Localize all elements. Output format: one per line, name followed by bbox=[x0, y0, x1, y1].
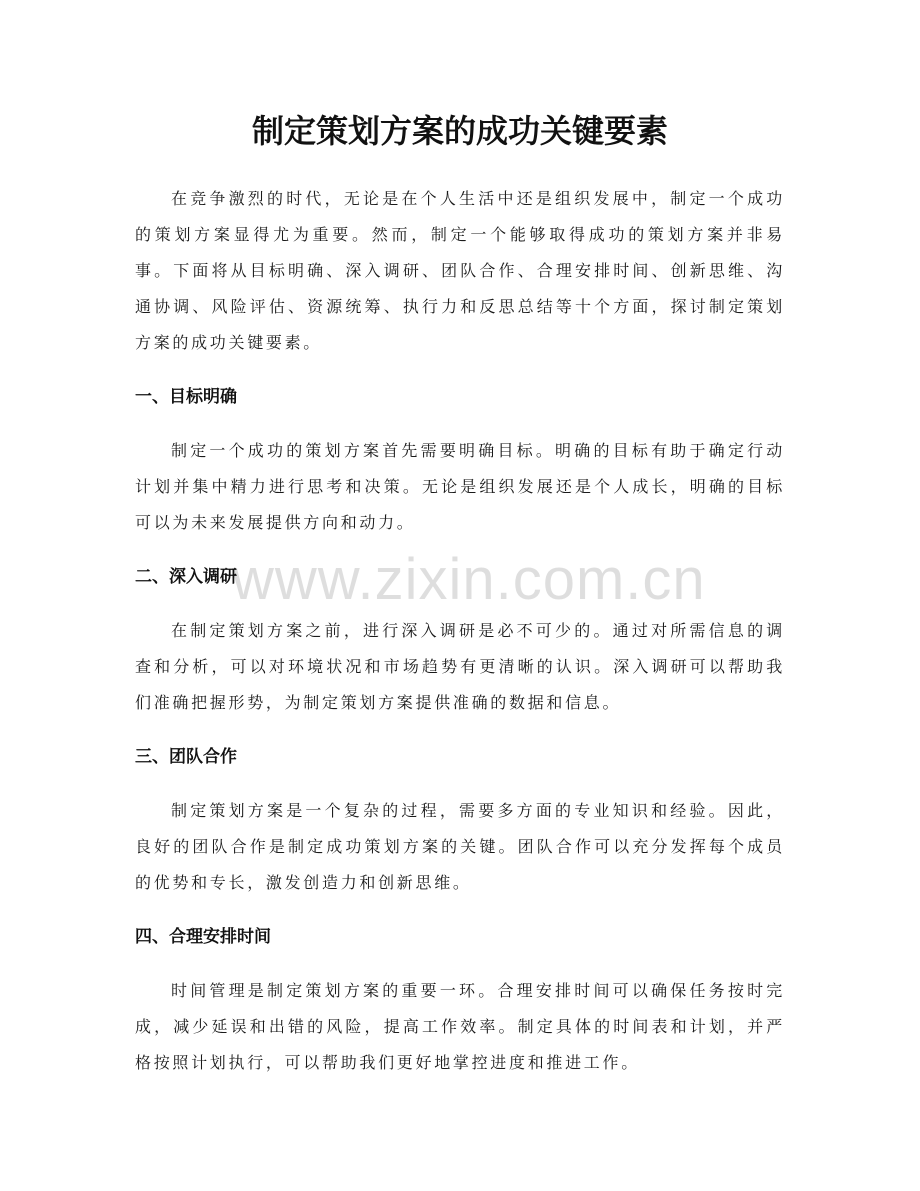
spacer bbox=[135, 721, 785, 739]
section-body-teamwork: 制定策划方案是一个复杂的过程，需要多方面的专业知识和经验。因此，良好的团队合作是制定成功策划方案的关键。团队合作可以充分发挥每个成员的优势和专长，激发创造力和创新思维。 bbox=[135, 801, 785, 892]
spacer bbox=[135, 541, 785, 559]
intro-paragraph: 在竞争激烈的时代，无论是在个人生活中还是组织发展中，制定一个成功的策划方案显得尤为重要。然而，制定一个能够取得成功的策划方案并非易事。下面将从目标明确、深入调研、团队合作、合理安排时间、创新思维、沟通协调、风险评估、资源统筹、执行力和反思总结等十个方面，探讨制定策划方案的成功关键要素。 bbox=[135, 189, 785, 352]
document-content bbox=[135, 181, 785, 1081]
spacer bbox=[135, 361, 785, 379]
section-heading-teamwork: 三、团队合作 bbox=[135, 747, 237, 767]
section-body-research: 在制定策划方案之前，进行深入调研是必不可少的。通过对所需信息的调查和分析，可以对环境状况和市场趋势有更清晰的认识。深入调研可以帮助我们准确把握形势，为制定策划方案提供准确的数据和信息。 bbox=[135, 621, 785, 712]
spacer bbox=[135, 775, 785, 793]
spacer bbox=[135, 415, 785, 433]
spacer bbox=[135, 595, 785, 613]
section-body-goal: 制定一个成功的策划方案首先需要明确目标。明确的目标有助于确定行动计划并集中精力进行思考和决策。无论是组织发展还是个人成长，明确的目标可以为未来发展提供方向和动力。 bbox=[135, 441, 785, 532]
section-heading-goal: 一、目标明确 bbox=[135, 387, 237, 407]
watermark-text: www.zixin.com.cn bbox=[232, 547, 706, 612]
document-title: 制定策划方案的成功关键要素 bbox=[251, 112, 668, 150]
spacer bbox=[135, 901, 785, 919]
section-body-time: 时间管理是制定策划方案的重要一环。合理安排时间可以确保任务按时完成，减少延误和出错的风险，提高工作效率。制定具体的时间表和计划，并严格按照计划执行，可以帮助我们更好地掌控进度和推进工作。 bbox=[135, 981, 785, 1072]
section-heading-time: 四、合理安排时间 bbox=[135, 927, 271, 947]
spacer bbox=[135, 955, 785, 973]
section-heading-research: 二、深入调研 bbox=[135, 567, 237, 587]
